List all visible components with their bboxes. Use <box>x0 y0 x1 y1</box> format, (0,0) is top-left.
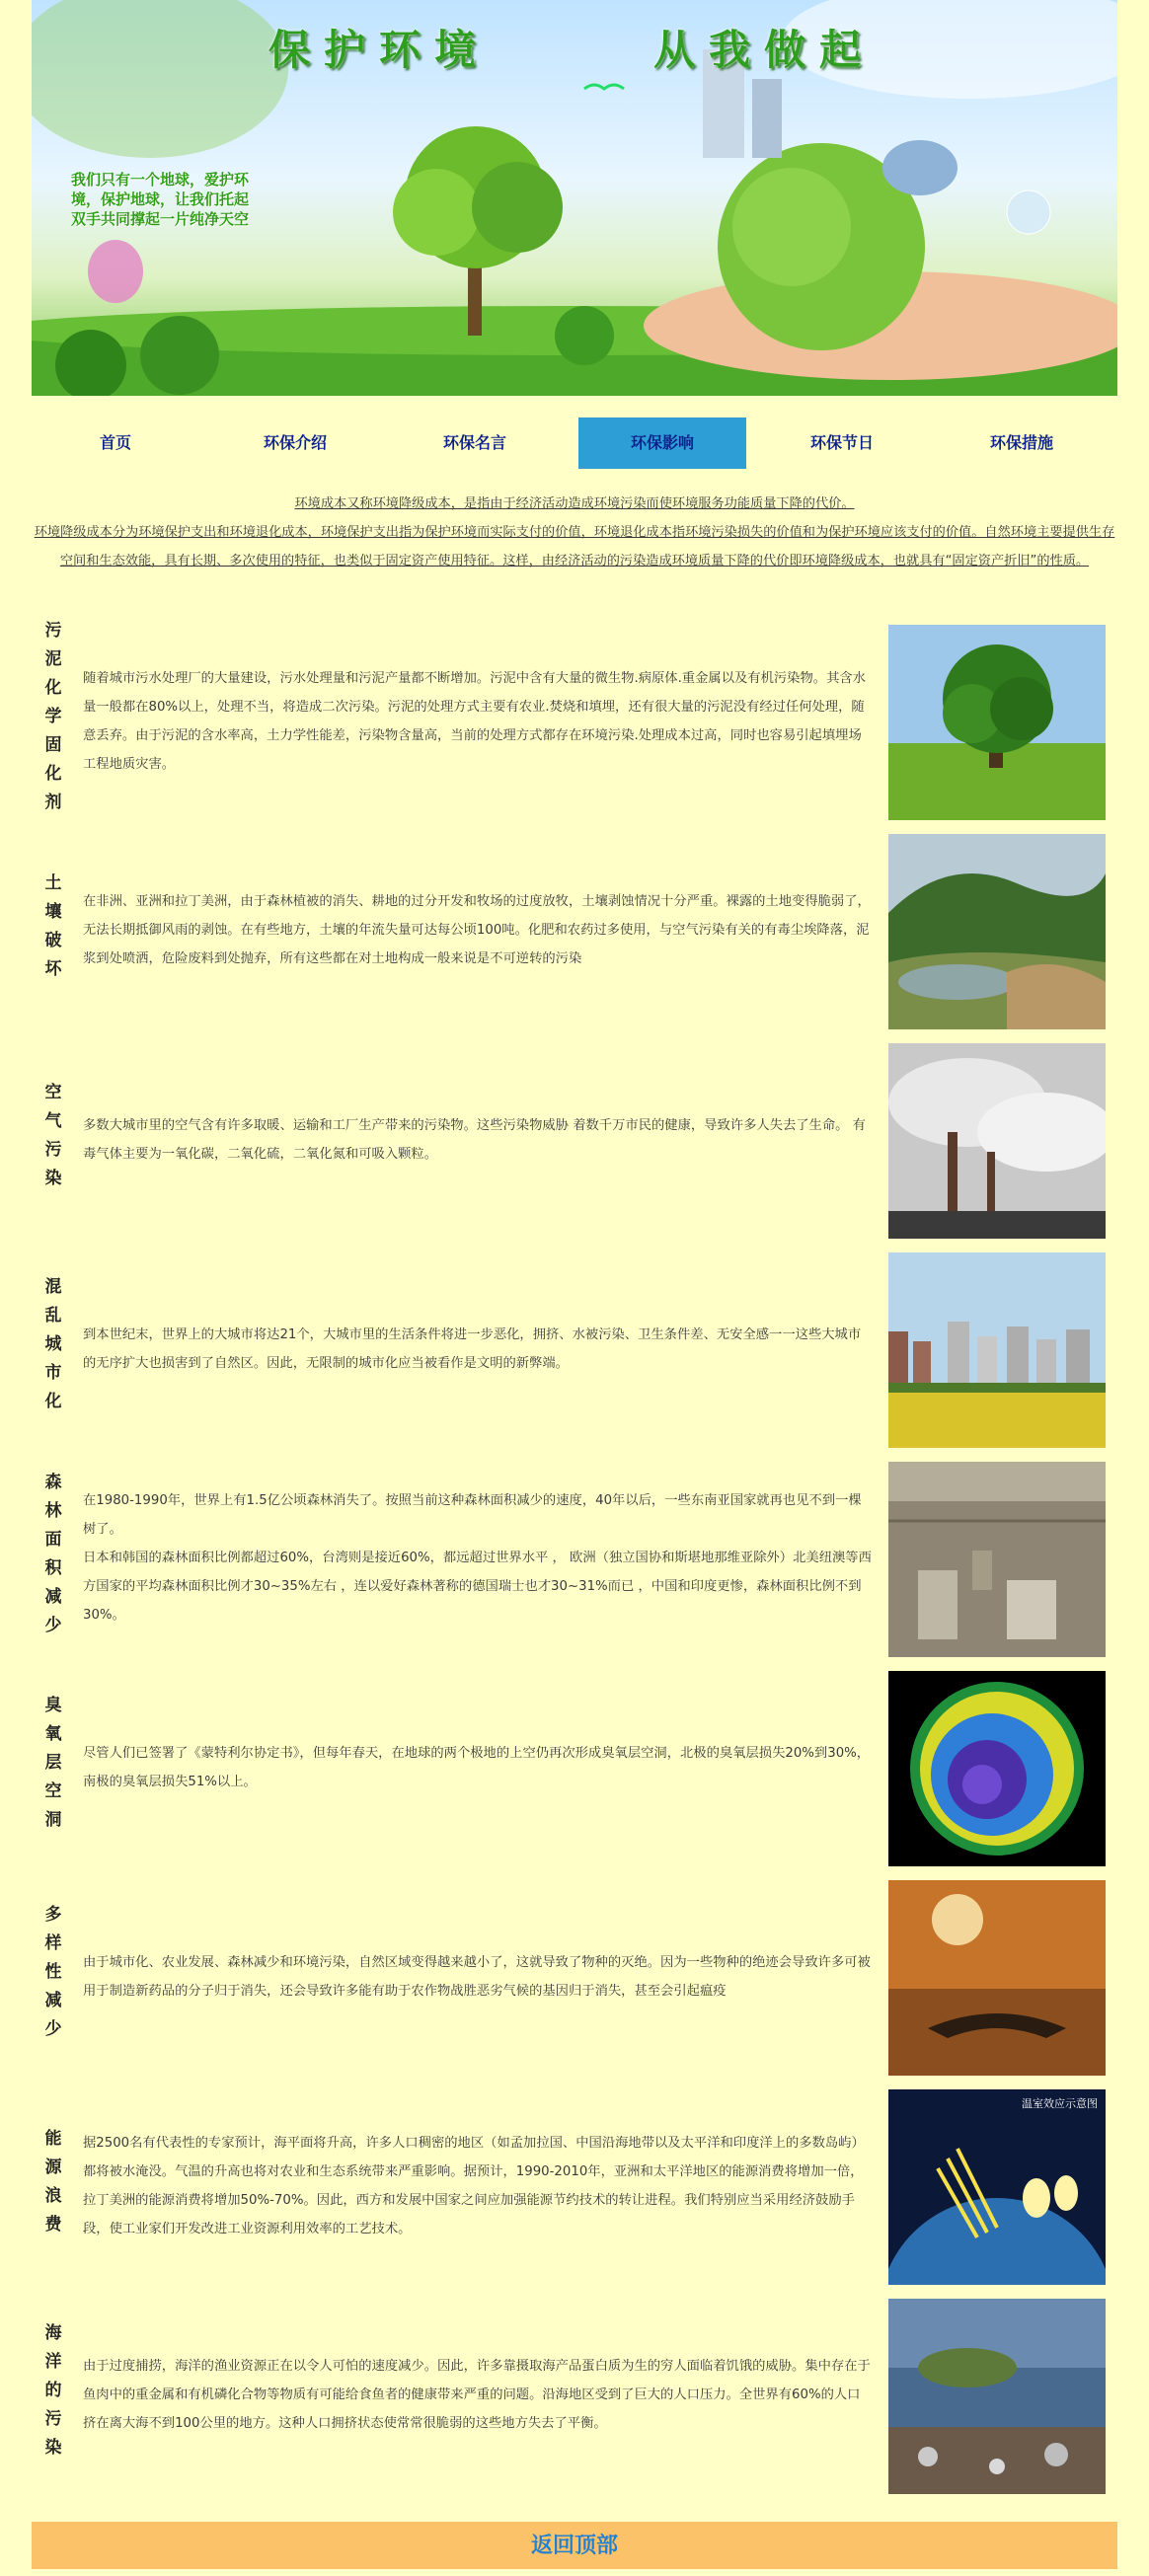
impact-title: 空气污染 <box>40 1082 61 1197</box>
impact-item <box>32 1038 1117 1241</box>
tree-stumps-image <box>888 1462 1106 1657</box>
impact-text-body: 由于过度捕捞，海洋的渔业资源正在以令人可怕的速度减少。因此，许多靠摄取海产品蛋白质为生的穷人面临着饥饿的威胁。集中存在于鱼肉中的重金属和有机磷化合物等物质有可能给食鱼者的健康带来严重的问题。沿海地区受到了巨大的人口压力。全世界有60%的人口挤在离大海不到100公里的地方。这种人口拥挤状态使常常很脆弱的这些地方失去了平衡。 <box>83 2359 871 2431</box>
factory-smoke-image <box>888 1043 1106 1239</box>
desert-carcass-image <box>888 1880 1106 2076</box>
ozone-hole-map-image <box>888 1671 1106 1866</box>
impact-item <box>32 620 1117 822</box>
impact-text <box>83 1248 873 1450</box>
impact-text-body: 由于城市化、农业发展、森林减少和环境污染，自然区域变得越来越小了，这就导致了物种的灭绝。因为一些物种的绝迹会导致许多可被用于制造新药品的分子归于消失，还会导致许多能有助于农作物战胜恶劣气候的基因归于消失，甚至会引起瘟疫 <box>83 1954 871 1999</box>
impact-text <box>83 1038 873 1241</box>
impact-text <box>83 829 873 1031</box>
impact-text <box>83 2084 873 2287</box>
impact-text-body: 多数大城市里的空气含有许多取暖、运输和工厂生产带来的污染物。这些污染物威胁 着数千万市民的健康，导致许多人失去了生命。 有毒气体主要为一氧化碳，二氧化硫，二氧化氮和可吸入颗粒。 <box>83 1117 866 1162</box>
nav-item-intro[interactable]: 环保介绍 <box>263 433 327 452</box>
main-nav <box>32 417 1117 469</box>
impact-title: 多样性减少 <box>40 1905 61 2048</box>
impact-text-body: 到本世纪末，世界上的大城市将达21个，大城市里的生活条件将进一步恶化，拥挤、水被污染、卫生条件差、无安全感一一这些大城市的无序扩大也损害到了自然区。因此，无限制的城市化应当被看作是文明的新弊端。 <box>83 1326 862 1371</box>
impact-item <box>32 1457 1117 1659</box>
eroded-hillside-image <box>888 834 1106 1029</box>
banner <box>32 0 1117 396</box>
impact-text <box>83 1666 873 1868</box>
impact-text-body: 据2500名有代表性的专家预计，海平面将升高，许多人口稠密的地区（如孟加拉国、中国沿海地带以及太平洋和印度洋上的多数岛屿）都将被水淹没。气温的升高也将对农业和生态系统带来严重影响。据预计，1990-2010年，亚洲和太平洋地区的能源消费将增加一倍，拉丁美洲的能源消费将增加50%-70%。因此，西方和发展中国家之间应加强能源节约技术的转让进程。我们特别应当采用经济鼓励手段，使工业家们开发改进工业资源利用效率的工艺技术。 <box>83 2135 865 2236</box>
polluted-shore-image <box>888 2299 1106 2494</box>
nav-item-impact[interactable]: 环保影响 <box>578 417 746 469</box>
nav-item-home[interactable]: 首页 <box>99 433 131 452</box>
nav-item-quotes[interactable]: 环保名言 <box>442 433 506 452</box>
nav-item-festivals[interactable]: 环保节日 <box>809 433 874 452</box>
impact-title: 污泥化学固化剂 <box>40 621 61 821</box>
banner-title-right: 从我做起 <box>653 26 876 74</box>
impact-item <box>32 1875 1117 2078</box>
city-and-field-image <box>888 1252 1106 1448</box>
impact-text <box>83 2294 873 2496</box>
nav-item-measures[interactable]: 环保措施 <box>989 433 1053 452</box>
impact-text-body: 在非洲、亚洲和拉丁美洲，由于森林植被的消失、耕地的过分开发和牧场的过度放牧，土壤剥蚀情况十分严重。裸露的土地变得脆弱了，无法长期抵御风雨的剥蚀。在有些地方，土壤的年流失量可达每公顷100吨。化肥和农药过多使用，与空气污染有关的有毒尘埃降落，泥浆到处喷洒，危险废料到处抛弃，所有这些都在对土地构成一般来说是不可逆转的污染 <box>83 894 871 966</box>
impact-title: 土壤破坏 <box>40 872 61 988</box>
impact-title: 能源浪费 <box>40 2128 61 2243</box>
impact-item <box>32 1666 1117 1868</box>
impact-title: 臭氧层空洞 <box>40 1696 61 1839</box>
impact-title: 森林面积减少 <box>40 1472 61 1644</box>
banner-slogan: 我们只有一个地球，爱护环境，保护地球，让我们托起双手共同撑起一片纯净天空 <box>70 171 249 228</box>
tree-on-meadow-image <box>888 625 1106 820</box>
intro-line-1: 环境成本又称环境降级成本，是指由于经济活动造成环境污染而使环境服务功能质量下降的代价。 <box>294 496 855 511</box>
impact-text <box>83 620 873 822</box>
impact-text-body: 在1980-1990年，世界上有1.5亿公顷森林消失了。按照当前这种森林面积减少的速度，40年以后，一些东南亚国家就再也见不到一棵树了。 日本和韩国的森林面积比例都超过60%，台湾则是接近60%，都远超过世界水平 ， 欧洲（独立国协和斯堪地那维亚除外）北美纽澳等西方国家的平均森林面积比例才30~35%左右 ，连以爱好森林著称的德国瑞士也才30~31%而已 ，中国和印度更惨，森林面积比例不到30%。 <box>83 1493 872 1623</box>
impact-text-body: 随着城市污水处理厂的大量建设，污水处理量和污泥产量都不断增加。污泥中含有大量的微生物.病原体.重金属以及有机污染物。其含水量一般都在80%以上，处理不当，将造成二次污染。污泥的处理方式主要有农业.焚烧和填埋，还有很大量的污泥没有经过任何处理，随意丢弃。由于污泥的含水率高，土力学性能差，污染物含量高，当前的处理方式都存在环境污染.处理成本过高，同时也容易引起填埋场工程地质灾害。 <box>83 670 866 772</box>
impact-item <box>32 2294 1117 2496</box>
impact-item <box>32 829 1117 1031</box>
banner-title-left: 保护环境 <box>268 26 491 74</box>
impact-text-body: 尽管人们已签署了《蒙特利尔协定书》，但每年春天，在地球的两个极地的上空仍再次形成臭氧层空洞，北极的臭氧层损失20%到30%，南极的臭氧层损失51%以上。 <box>83 1745 871 1789</box>
impact-title: 混乱城市化 <box>40 1277 61 1420</box>
impact-text <box>83 1875 873 2078</box>
image-caption: 温室效应示意图 <box>1022 2097 1098 2110</box>
impact-text <box>83 1457 873 1659</box>
impact-title: 海洋的污染 <box>40 2323 61 2466</box>
greenhouse-effect-image <box>888 2089 1106 2285</box>
intro <box>34 490 1115 575</box>
impact-item <box>32 1248 1117 1450</box>
impact-item <box>32 2084 1117 2287</box>
intro-line-2: 环境降级成本分为环境保护支出和环境退化成本，环境保护支出指为保护环境而实际支付的价值，环境退化成本指环境污染损失的价值和为保护环境应该支付的价值。自然环境主要提供生存空间和生态效能，具有长期、多次使用的特征，也类似于固定资产使用特征。这样，由经济活动的污染造成环境质量下降的代价即环境降级成本，也就具有“固定资产折旧”的性质。 <box>34 525 1115 568</box>
back-to-top-button[interactable]: 返回顶部 <box>32 2522 1117 2569</box>
